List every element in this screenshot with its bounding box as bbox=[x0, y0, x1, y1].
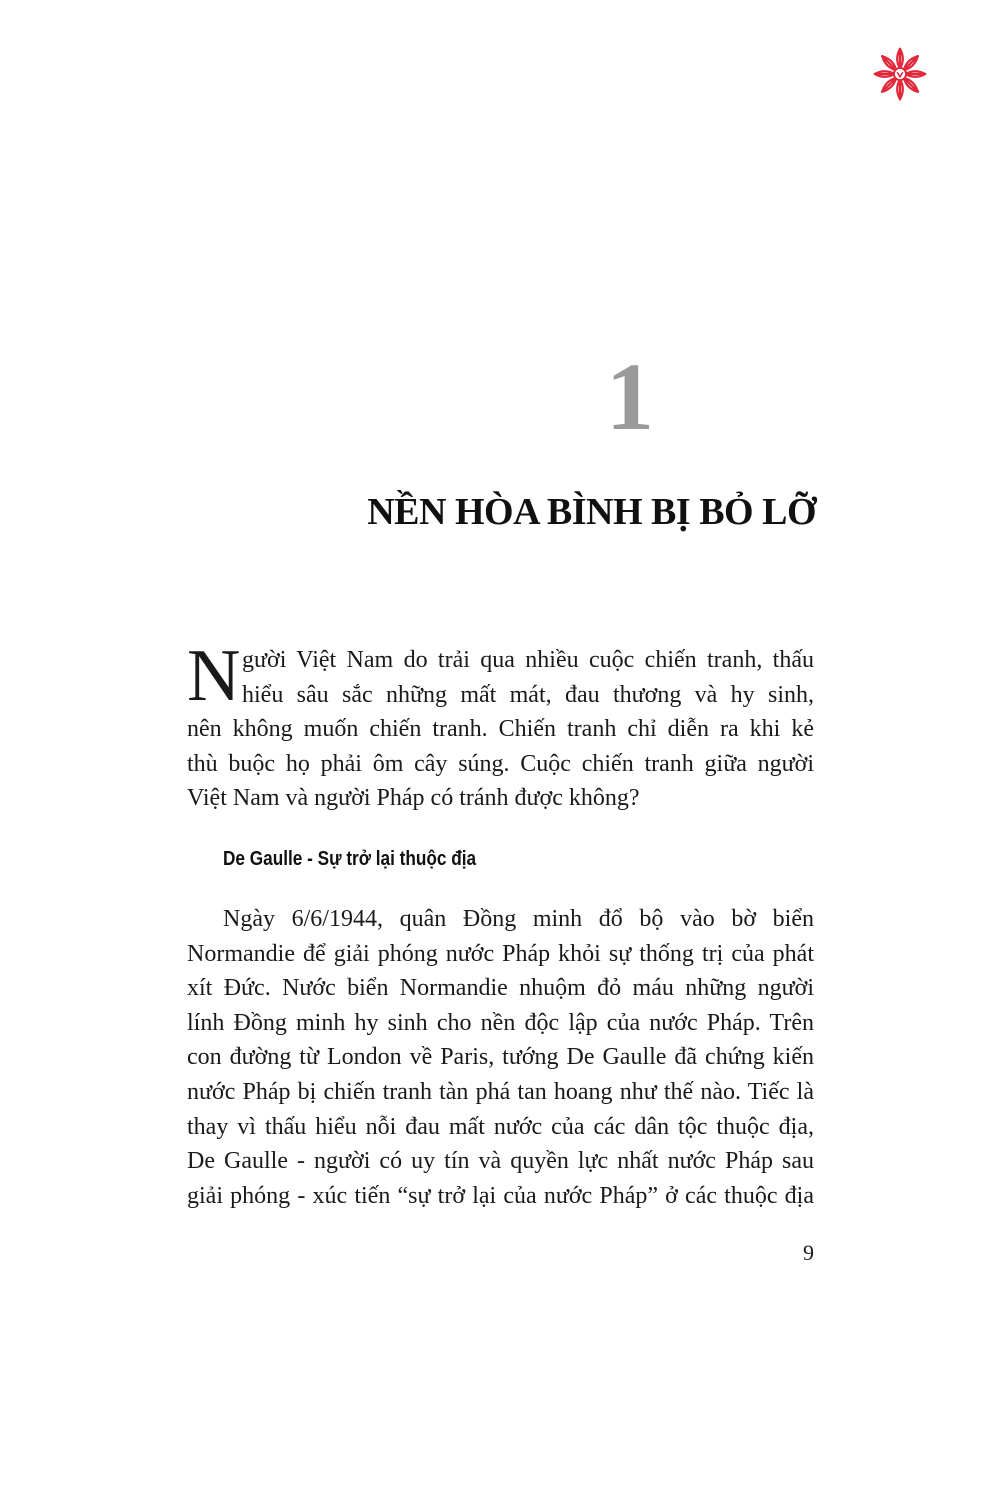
paragraph-line: Normandie để giải phóng nước Pháp khỏi sự thống trị của phát bbox=[187, 940, 814, 967]
paragraph-line: xít Đức. Nước biển Normandie nhuộm đỏ máu những người bbox=[187, 975, 814, 1002]
paragraph-line: De Gaulle - người có uy tín và quyền lực nhất nước Pháp sau bbox=[187, 1148, 814, 1175]
paragraph-line: Việt Nam và người Pháp có tránh được không? bbox=[187, 785, 640, 812]
paragraph-line: thay vì thấu hiểu nỗi đau mất nước của các dân tộc thuộc địa, bbox=[187, 1113, 814, 1140]
paragraph-line: giải phóng - xúc tiến “sự trở lại của nước Pháp” ở các thuộc địa bbox=[187, 1182, 814, 1209]
paragraph-line: nước Pháp bị chiến tranh tàn phá tan hoang như thế nào. Tiếc là bbox=[187, 1078, 814, 1105]
section-heading: De Gaulle - Sự trở lại thuộc địa bbox=[223, 848, 477, 870]
paragraph-line: con đường từ London về Paris, tướng De Gaulle đã chứng kiến bbox=[187, 1044, 814, 1071]
paragraph-line: nên không muốn chiến tranh. Chiến tranh chỉ diễn ra khi kẻ bbox=[187, 716, 814, 743]
body-paragraph bbox=[187, 902, 814, 1213]
publisher-logo-icon bbox=[872, 46, 928, 102]
intro-paragraph bbox=[187, 643, 814, 816]
paragraph-line: hiểu sâu sắc những mất mát, đau thương và hy sinh, bbox=[242, 681, 814, 708]
paragraph-line: gười Việt Nam do trải qua nhiều cuộc chiến tranh, thấu bbox=[242, 647, 814, 673]
chapter-title: NỀN HÒA BÌNH BỊ BỎ LỠ bbox=[367, 491, 816, 533]
page-number: 9 bbox=[803, 1240, 814, 1265]
paragraph-line: thù buộc họ phải ôm cây súng. Cuộc chiến tranh giữa người bbox=[187, 750, 814, 777]
paragraph-line: lính Đồng minh hy sinh cho nền độc lập của nước Pháp. Trên bbox=[187, 1009, 814, 1036]
drop-cap: N bbox=[187, 635, 241, 717]
chapter-number: 1 bbox=[606, 343, 654, 450]
paragraph-line: Ngày 6/6/1944, quân Đồng minh đổ bộ vào bờ biển bbox=[223, 906, 814, 932]
